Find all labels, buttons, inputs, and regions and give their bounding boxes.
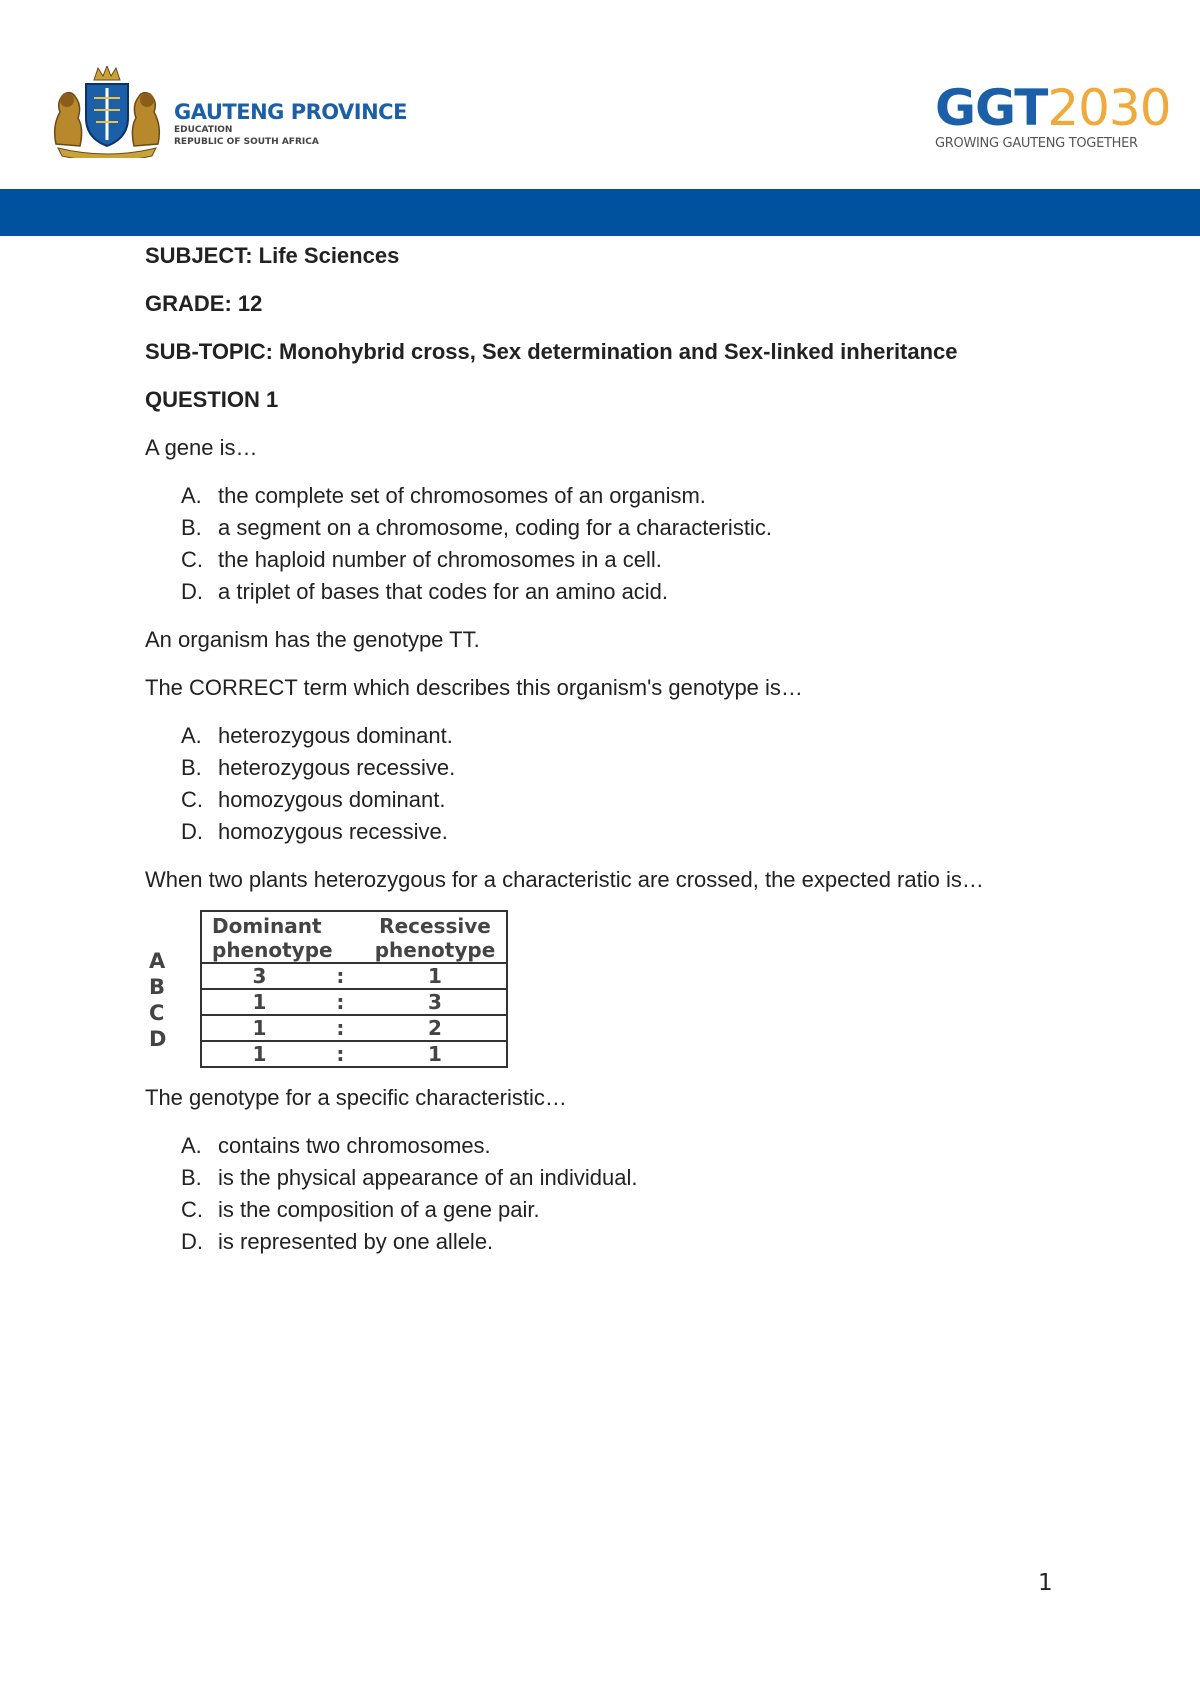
- ratio-separator: :: [317, 989, 364, 1015]
- option-letter: D.: [181, 1229, 203, 1254]
- dominant-value: 1: [201, 1015, 317, 1041]
- q4-option-b: [145, 1162, 1045, 1194]
- option-text: is represented by one allele.: [218, 1229, 494, 1254]
- question-heading: QUESTION 1: [145, 387, 279, 412]
- q3-stem: When two plants heterozygous for a characteristic are crossed, the expected ratio is…: [145, 867, 984, 892]
- option-letter: D.: [181, 579, 203, 604]
- ratio-table-figure: [145, 896, 1045, 1072]
- q2-option-c: [145, 784, 1045, 816]
- recessive-value: 1: [364, 1041, 507, 1067]
- q1-options: [145, 480, 1045, 608]
- grade-line: GRADE: 12: [145, 291, 263, 316]
- q2-option-a: [145, 720, 1045, 752]
- q2-stem: The CORRECT term which describes this organism's genotype is…: [145, 675, 803, 700]
- option-text: the haploid number of chromosomes in a cell.: [218, 547, 662, 572]
- q1-option-b: [145, 512, 1045, 544]
- option-letter: A.: [181, 483, 202, 508]
- province-title: GAUTENG PROVINCE: [174, 100, 407, 124]
- coat-of-arms-icon: [48, 66, 166, 158]
- dominant-value: 1: [201, 989, 317, 1015]
- ratio-row-a: [201, 963, 507, 989]
- option-text: a triplet of bases that codes for an amino acid.: [218, 579, 669, 604]
- ggt2030-logo: [935, 79, 1171, 151]
- ggt-logo-part1: GGT: [935, 79, 1048, 137]
- option-letter: B.: [181, 755, 202, 780]
- recessive-value: 3: [364, 989, 507, 1015]
- header-band: [0, 189, 1200, 236]
- subject-line: SUBJECT: Life Sciences: [145, 243, 400, 268]
- recessive-value: 1: [364, 963, 507, 989]
- q4-options: [145, 1130, 1045, 1258]
- ratio-row-b: [201, 989, 507, 1015]
- row-label-b: B: [149, 975, 166, 999]
- option-text: homozygous dominant.: [218, 787, 446, 812]
- option-letter: D.: [181, 819, 203, 844]
- ratio-separator: :: [317, 963, 364, 989]
- option-letter: B.: [181, 1165, 202, 1190]
- option-letter: C.: [181, 787, 203, 812]
- country-name: REPUBLIC OF SOUTH AFRICA: [174, 137, 319, 147]
- option-letter: A.: [181, 723, 202, 748]
- ggt-logo-part2: 2030: [1047, 79, 1171, 137]
- province-logo-text: [174, 100, 407, 148]
- ggt-tagline: GROWING GAUTENG TOGETHER: [935, 136, 1138, 151]
- ratio-separator: :: [317, 1015, 364, 1041]
- option-text: is the physical appearance of an individual.: [218, 1165, 638, 1190]
- option-text: homozygous recessive.: [218, 819, 448, 844]
- q2-option-d: [145, 816, 1045, 848]
- document-body: [145, 240, 1045, 1274]
- option-text: heterozygous dominant.: [218, 723, 453, 748]
- ratio-row-d: [201, 1041, 507, 1067]
- q2-intro: An organism has the genotype TT.: [145, 627, 480, 652]
- option-text: heterozygous recessive.: [218, 755, 456, 780]
- option-letter: C.: [181, 547, 203, 572]
- q4-stem: The genotype for a specific characteristic…: [145, 1085, 567, 1110]
- q2-options: [145, 720, 1045, 848]
- recessive-header: Recessive phenotype: [364, 911, 507, 963]
- q4-option-d: [145, 1226, 1045, 1258]
- recessive-value: 2: [364, 1015, 507, 1041]
- q1-option-a: [145, 480, 1045, 512]
- option-text: the complete set of chromosomes of an organism.: [218, 483, 706, 508]
- dominant-value: 1: [201, 1041, 317, 1067]
- q1-stem: A gene is…: [145, 435, 258, 460]
- q4-option-a: [145, 1130, 1045, 1162]
- q1-option-d: [145, 576, 1045, 608]
- dominant-header: Dominant phenotype: [201, 911, 364, 963]
- option-letter: C.: [181, 1197, 203, 1222]
- dominant-value: 3: [201, 963, 317, 989]
- q2-option-b: [145, 752, 1045, 784]
- ratio-separator: :: [317, 1041, 364, 1067]
- ratio-row-c: [201, 1015, 507, 1041]
- option-text: contains two chromosomes.: [218, 1133, 491, 1158]
- department-name: EDUCATION: [174, 125, 233, 135]
- q1-option-c: [145, 544, 1045, 576]
- option-text: is the composition of a gene pair.: [218, 1197, 540, 1222]
- ratio-table-header: [201, 911, 507, 963]
- row-label-a: A: [149, 949, 166, 973]
- ratio-table: [200, 910, 508, 1068]
- subtopic-line: SUB-TOPIC: Monohybrid cross, Sex determination and Sex-linked inheritance: [145, 339, 958, 364]
- option-text: a segment on a chromosome, coding for a characteristic.: [218, 515, 772, 540]
- page-number: 1: [1038, 1570, 1053, 1596]
- row-label-c: C: [149, 1001, 165, 1025]
- option-letter: A.: [181, 1133, 202, 1158]
- q4-option-c: [145, 1194, 1045, 1226]
- ratio-row-labels: [149, 948, 166, 1052]
- page-header: [0, 0, 1200, 190]
- option-letter: B.: [181, 515, 202, 540]
- row-label-d: D: [149, 1027, 167, 1051]
